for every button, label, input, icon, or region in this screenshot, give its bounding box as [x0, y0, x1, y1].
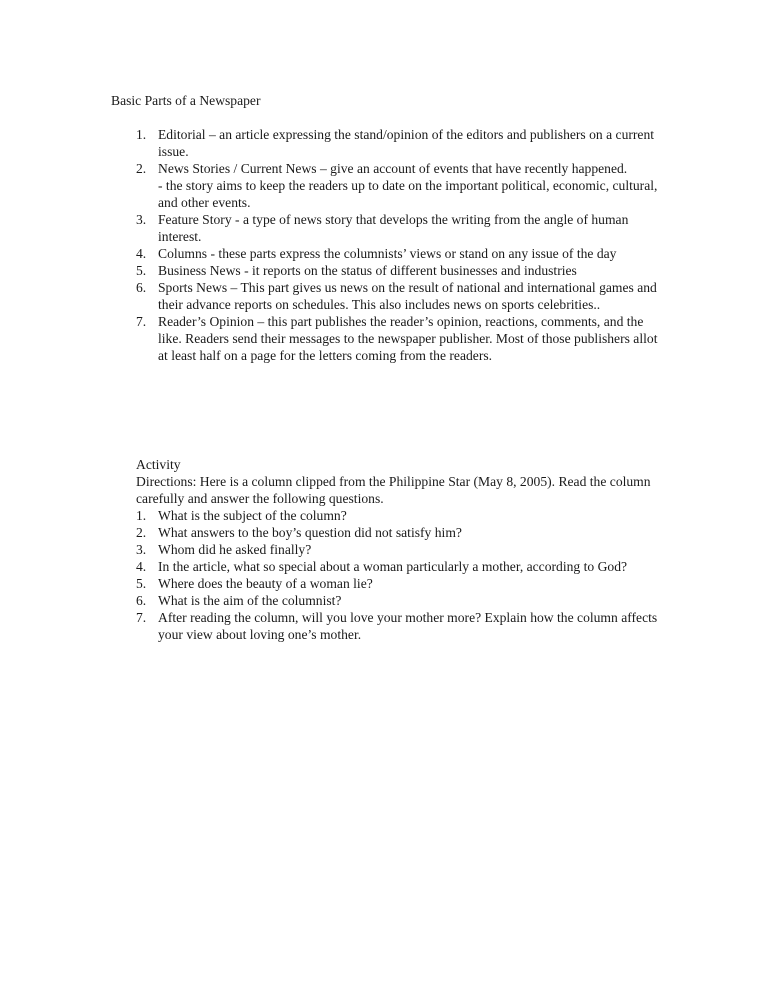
question-item: [136, 575, 658, 592]
item-text: Columns - these parts express the columnists’ views or stand on any issue of the day: [158, 246, 617, 261]
question-item: [136, 524, 658, 541]
question-text: Whom did he asked finally?: [158, 542, 312, 557]
question-item: [136, 558, 658, 575]
question-number: 2.: [136, 525, 147, 540]
question-item: [136, 592, 658, 609]
question-item: [136, 609, 658, 643]
item-number: 6.: [136, 280, 147, 295]
activity-directions: Directions: Here is a column clipped from the Philippine Star (May 8, 2005). Read the column carefully and answer the following questions.: [136, 474, 651, 506]
item-number: 3.: [136, 212, 147, 227]
question-text: What is the subject of the column?: [158, 508, 347, 523]
item-number: 5.: [136, 263, 147, 278]
question-number: 4.: [136, 559, 147, 574]
question-text: In the article, what so special about a woman particularly a mother, according to God?: [158, 559, 628, 574]
item-text: Reader’s Opinion – this part publishes the reader’s opinion, reactions, comments, and the like. Readers send their messages to the newspaper publisher. Most of those publishers allot at least half on a page for the letters coming from the readers.: [158, 314, 658, 363]
activity-section: [136, 456, 658, 643]
question-text: What answers to the boy’s question did not satisfy him?: [158, 525, 462, 540]
item-text: Editorial – an article expressing the stand/opinion of the editors and publishers on a current issue.: [158, 127, 655, 159]
list-item: [136, 211, 658, 245]
list-item: [136, 313, 658, 364]
item-number: 2.: [136, 161, 147, 176]
newspaper-parts-list: [136, 126, 658, 364]
item-text: Feature Story - a type of news story that develops the writing from the angle of human interest.: [158, 212, 629, 244]
question-text: After reading the column, will you love your mother more? Explain how the column affects your view about loving one’s mother.: [158, 610, 658, 642]
item-subnote: - the story aims to keep the readers up to date on the important political, economic, cultural, and other events.: [158, 178, 658, 210]
list-item: [136, 126, 658, 160]
question-text: What is the aim of the columnist?: [158, 593, 342, 608]
document-title: Basic Parts of a Newspaper: [111, 93, 261, 108]
list-item: [136, 160, 658, 211]
item-number: 1.: [136, 127, 147, 142]
question-item: [136, 507, 658, 524]
question-item: [136, 541, 658, 558]
list-item: [136, 279, 658, 313]
item-number: 4.: [136, 246, 147, 261]
question-list: [136, 507, 658, 643]
question-number: 6.: [136, 593, 147, 608]
question-number: 3.: [136, 542, 147, 557]
list-item: [136, 262, 658, 279]
question-number: 1.: [136, 508, 147, 523]
question-text: Where does the beauty of a woman lie?: [158, 576, 373, 591]
item-text: News Stories / Current News – give an account of events that have recently happened.: [158, 161, 628, 176]
item-number: 7.: [136, 314, 147, 329]
item-text: Sports News – This part gives us news on the result of national and international games and their advance reports on schedules. This also includes news on sports celebrities..: [158, 280, 657, 312]
question-number: 5.: [136, 576, 147, 591]
list-item: [136, 245, 658, 262]
item-text: Business News - it reports on the status of different businesses and industries: [158, 263, 577, 278]
question-number: 7.: [136, 610, 147, 625]
activity-heading: Activity: [136, 457, 181, 472]
